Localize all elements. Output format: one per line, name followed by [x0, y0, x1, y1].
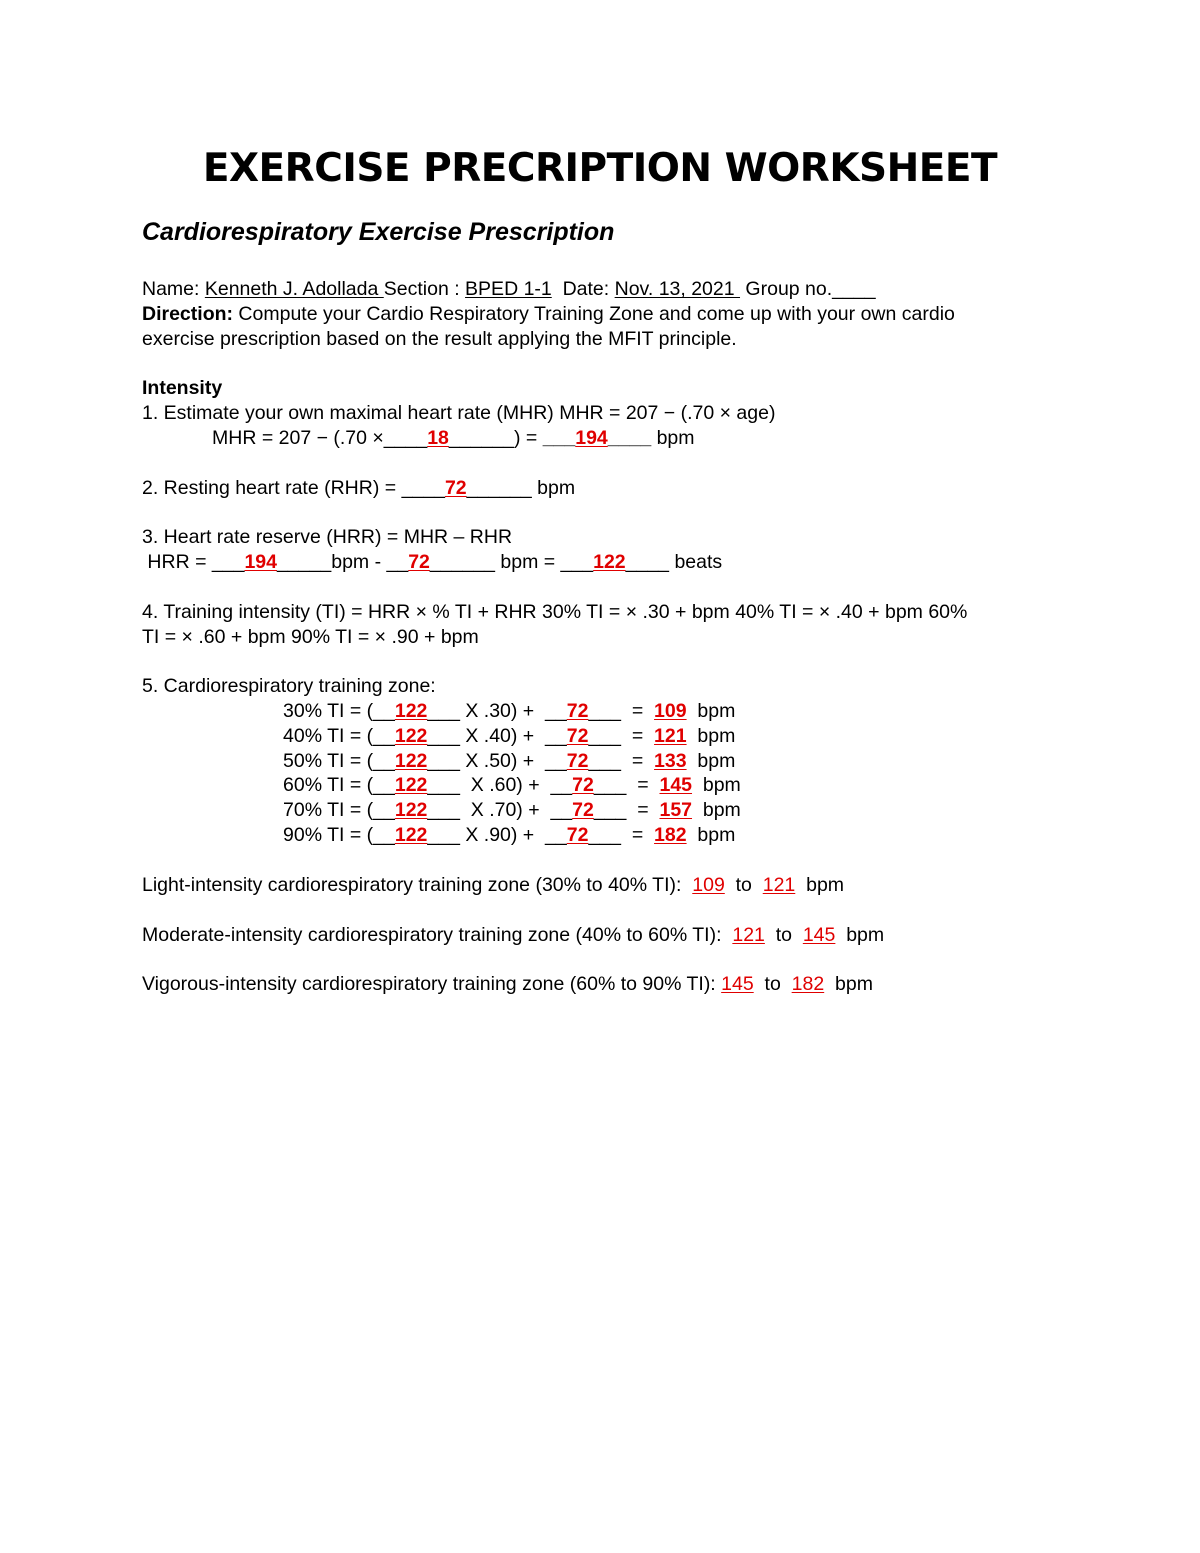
group-blank: ____ — [832, 278, 876, 300]
blank: ___ — [427, 774, 460, 797]
header-line — [142, 277, 876, 302]
rhr-answer: 72 — [408, 551, 430, 573]
blank: ___ — [560, 551, 594, 573]
blank: _____ — [276, 551, 332, 573]
blank: ___ — [427, 824, 460, 846]
zone-mult: X .90) + — [459, 824, 546, 846]
zone-pct: 90% TI = ( — [283, 824, 374, 846]
unit: bpm — [795, 874, 845, 896]
item3-calc — [142, 550, 722, 575]
blank: ___ — [588, 700, 621, 722]
zone-mult: X .50) + — [459, 749, 546, 772]
mhr-answer: 194 — [244, 551, 277, 573]
zone-summary-line — [142, 972, 873, 997]
blank: ___ — [427, 724, 460, 747]
page-subtitle: Cardiorespiratory Exercise Prescription — [142, 218, 615, 246]
hrr-answer: 122 — [394, 700, 428, 722]
zone-row — [283, 699, 735, 724]
blank: __ — [386, 551, 409, 573]
unit: bpm — [824, 973, 873, 995]
section-label: Section : — [383, 278, 466, 300]
result-answer: 121 — [654, 724, 687, 747]
item3-mid: bpm = — [494, 551, 561, 573]
blank: ____ — [383, 427, 428, 449]
item3-mid: bpm - — [331, 551, 387, 573]
blank: __ — [545, 824, 567, 846]
hrr-answer: 122 — [394, 724, 428, 747]
blank: __ — [545, 724, 567, 747]
zone-eq: = — [620, 700, 655, 722]
rhr-answer: 72 — [572, 774, 594, 797]
zone-label: Light-intensity cardiorespiratory training zone (30% to 40% TI): — [142, 874, 693, 896]
zone-mult: X .70) + — [459, 799, 551, 822]
blank: ___ — [427, 749, 460, 772]
zone-summary-line — [142, 923, 884, 948]
unit: bpm — [692, 799, 741, 822]
item3-text: 3. Heart rate reserve (HRR) = MHR – RHR — [142, 526, 513, 548]
rhr-answer: 72 — [444, 477, 467, 499]
zone-high: 182 — [791, 973, 825, 995]
unit: bpm — [692, 774, 741, 797]
result-answer: 109 — [654, 700, 687, 722]
item4-line-1: 4. Training intensity (TI) = HRR × % TI + RHR 30% TI = × .30 + bpm 40% TI = × .40 + bpm 60% — [142, 601, 968, 623]
blank: ___ — [593, 774, 627, 797]
zone-eq: = — [620, 724, 655, 747]
blank: ___ — [427, 700, 460, 722]
zone-high: 121 — [762, 874, 796, 896]
zone-to: to — [764, 923, 803, 946]
blank: ___ — [542, 427, 576, 449]
hrr-answer: 122 — [394, 749, 428, 772]
zone-pct: 50% TI = ( — [283, 749, 374, 772]
section-value: BPED 1-1 — [465, 278, 552, 300]
item2-prefix: 2. Resting heart rate (RHR) = — [142, 477, 402, 499]
blank: ___ — [588, 724, 621, 747]
blank: __ — [550, 799, 573, 822]
blank: ___ — [588, 824, 621, 846]
item2-calc — [142, 476, 575, 501]
direction-line-1 — [142, 302, 955, 327]
zone-high: 145 — [802, 923, 836, 946]
unit: bpm — [835, 923, 885, 946]
blank: __ — [373, 824, 395, 846]
zone-to: to — [724, 874, 763, 896]
blank: ____ — [401, 477, 445, 499]
intensity-heading: Intensity — [142, 377, 223, 399]
result-answer: 182 — [654, 824, 687, 846]
blank: ______ — [448, 427, 514, 449]
unit: bpm — [686, 700, 736, 722]
unit: bpm — [686, 724, 736, 747]
hrr-answer: 122 — [394, 774, 428, 797]
page-title: EXERCISE PRECRIPTION WORKSHEET — [202, 146, 998, 191]
item1-calc-prefix: MHR = 207 − (.70 × — [212, 427, 384, 449]
rhr-answer: 72 — [566, 724, 589, 747]
direction-line-2: exercise prescription based on the result applying the MFIT principle. — [142, 328, 737, 350]
zone-pct: 40% TI = ( — [283, 724, 374, 747]
item3-prefix: HRR = — [142, 551, 212, 573]
mhr-answer: 194 — [575, 427, 608, 449]
hrr-answer: 122 — [394, 824, 428, 846]
group-label: Group no. — [740, 278, 833, 300]
direction-text-1: Compute your Cardio Respiratory Training Zone and come up with your own cardio — [233, 303, 955, 325]
unit: beats — [669, 551, 723, 573]
zone-row — [283, 724, 735, 749]
unit: bpm — [686, 824, 736, 846]
zone-eq: = — [620, 749, 655, 772]
zone-summary-line — [142, 873, 844, 898]
blank: ___ — [588, 749, 621, 772]
item4-line-2: TI = × .60 + bpm 90% TI = × .90 + bpm — [142, 626, 479, 648]
item1-text: 1. Estimate your own maximal heart rate (MHR) MHR = 207 − (.70 × age) — [142, 402, 776, 424]
rhr-answer: 72 — [566, 749, 589, 772]
zone-row — [283, 823, 735, 848]
rhr-answer: 72 — [566, 824, 589, 846]
zone-eq: = — [626, 799, 660, 822]
zone-eq: = — [626, 774, 660, 797]
unit: bpm — [686, 749, 736, 772]
blank: __ — [373, 700, 395, 722]
blank: ______ — [466, 477, 532, 499]
rhr-answer: 72 — [566, 700, 589, 722]
zone-to: to — [753, 973, 792, 995]
zone-mult: X .30) + — [459, 700, 546, 722]
blank: ___ — [211, 551, 245, 573]
zone-pct: 60% TI = ( — [283, 774, 374, 797]
zone-low: 145 — [721, 973, 754, 995]
hrr-answer: 122 — [394, 799, 428, 822]
name-label: Name: — [142, 278, 205, 300]
zone-eq: = — [620, 824, 655, 846]
item1-calc-mid: ) = — [513, 427, 543, 449]
zone-mult: X .60) + — [459, 774, 551, 797]
zone-label: Vigorous-intensity cardiorespiratory training zone (60% to 90% TI): — [142, 973, 722, 995]
blank: __ — [545, 700, 567, 722]
blank: ___ — [593, 799, 627, 822]
blank: __ — [373, 774, 395, 797]
blank: __ — [373, 749, 395, 772]
blank: __ — [373, 799, 395, 822]
age-answer: 18 — [427, 427, 449, 449]
item1-calc — [212, 426, 695, 451]
zone-row — [283, 749, 735, 774]
blank: __ — [373, 724, 395, 747]
zone-low: 121 — [732, 923, 765, 946]
zone-row — [283, 773, 741, 798]
blank: __ — [550, 774, 573, 797]
rhr-answer: 72 — [572, 799, 594, 822]
direction-label: Direction: — [142, 303, 234, 325]
blank: ____ — [607, 427, 652, 449]
item5-heading: 5. Cardiorespiratory training zone: — [142, 675, 436, 697]
date-label: Date: — [551, 278, 615, 300]
result-answer: 157 — [659, 799, 693, 822]
zone-pct: 30% TI = ( — [283, 700, 374, 722]
zone-pct: 70% TI = ( — [283, 799, 374, 822]
result-answer: 133 — [654, 749, 687, 772]
zone-mult: X .40) + — [459, 724, 546, 747]
blank: ____ — [625, 551, 670, 573]
result-answer: 145 — [659, 774, 693, 797]
zone-low: 109 — [692, 874, 725, 896]
unit: bpm — [651, 427, 695, 449]
blank: ___ — [427, 799, 460, 822]
blank: ______ — [429, 551, 495, 573]
blank: __ — [545, 749, 567, 772]
unit: bpm — [531, 477, 576, 499]
name-value: Kenneth J. Adollada — [204, 278, 384, 300]
zone-label: Moderate-intensity cardiorespiratory training zone (40% to 60% TI): — [142, 923, 733, 946]
zone-row — [283, 798, 741, 823]
date-value: Nov. 13, 2021 — [614, 278, 741, 300]
hrr-answer: 122 — [593, 551, 626, 573]
